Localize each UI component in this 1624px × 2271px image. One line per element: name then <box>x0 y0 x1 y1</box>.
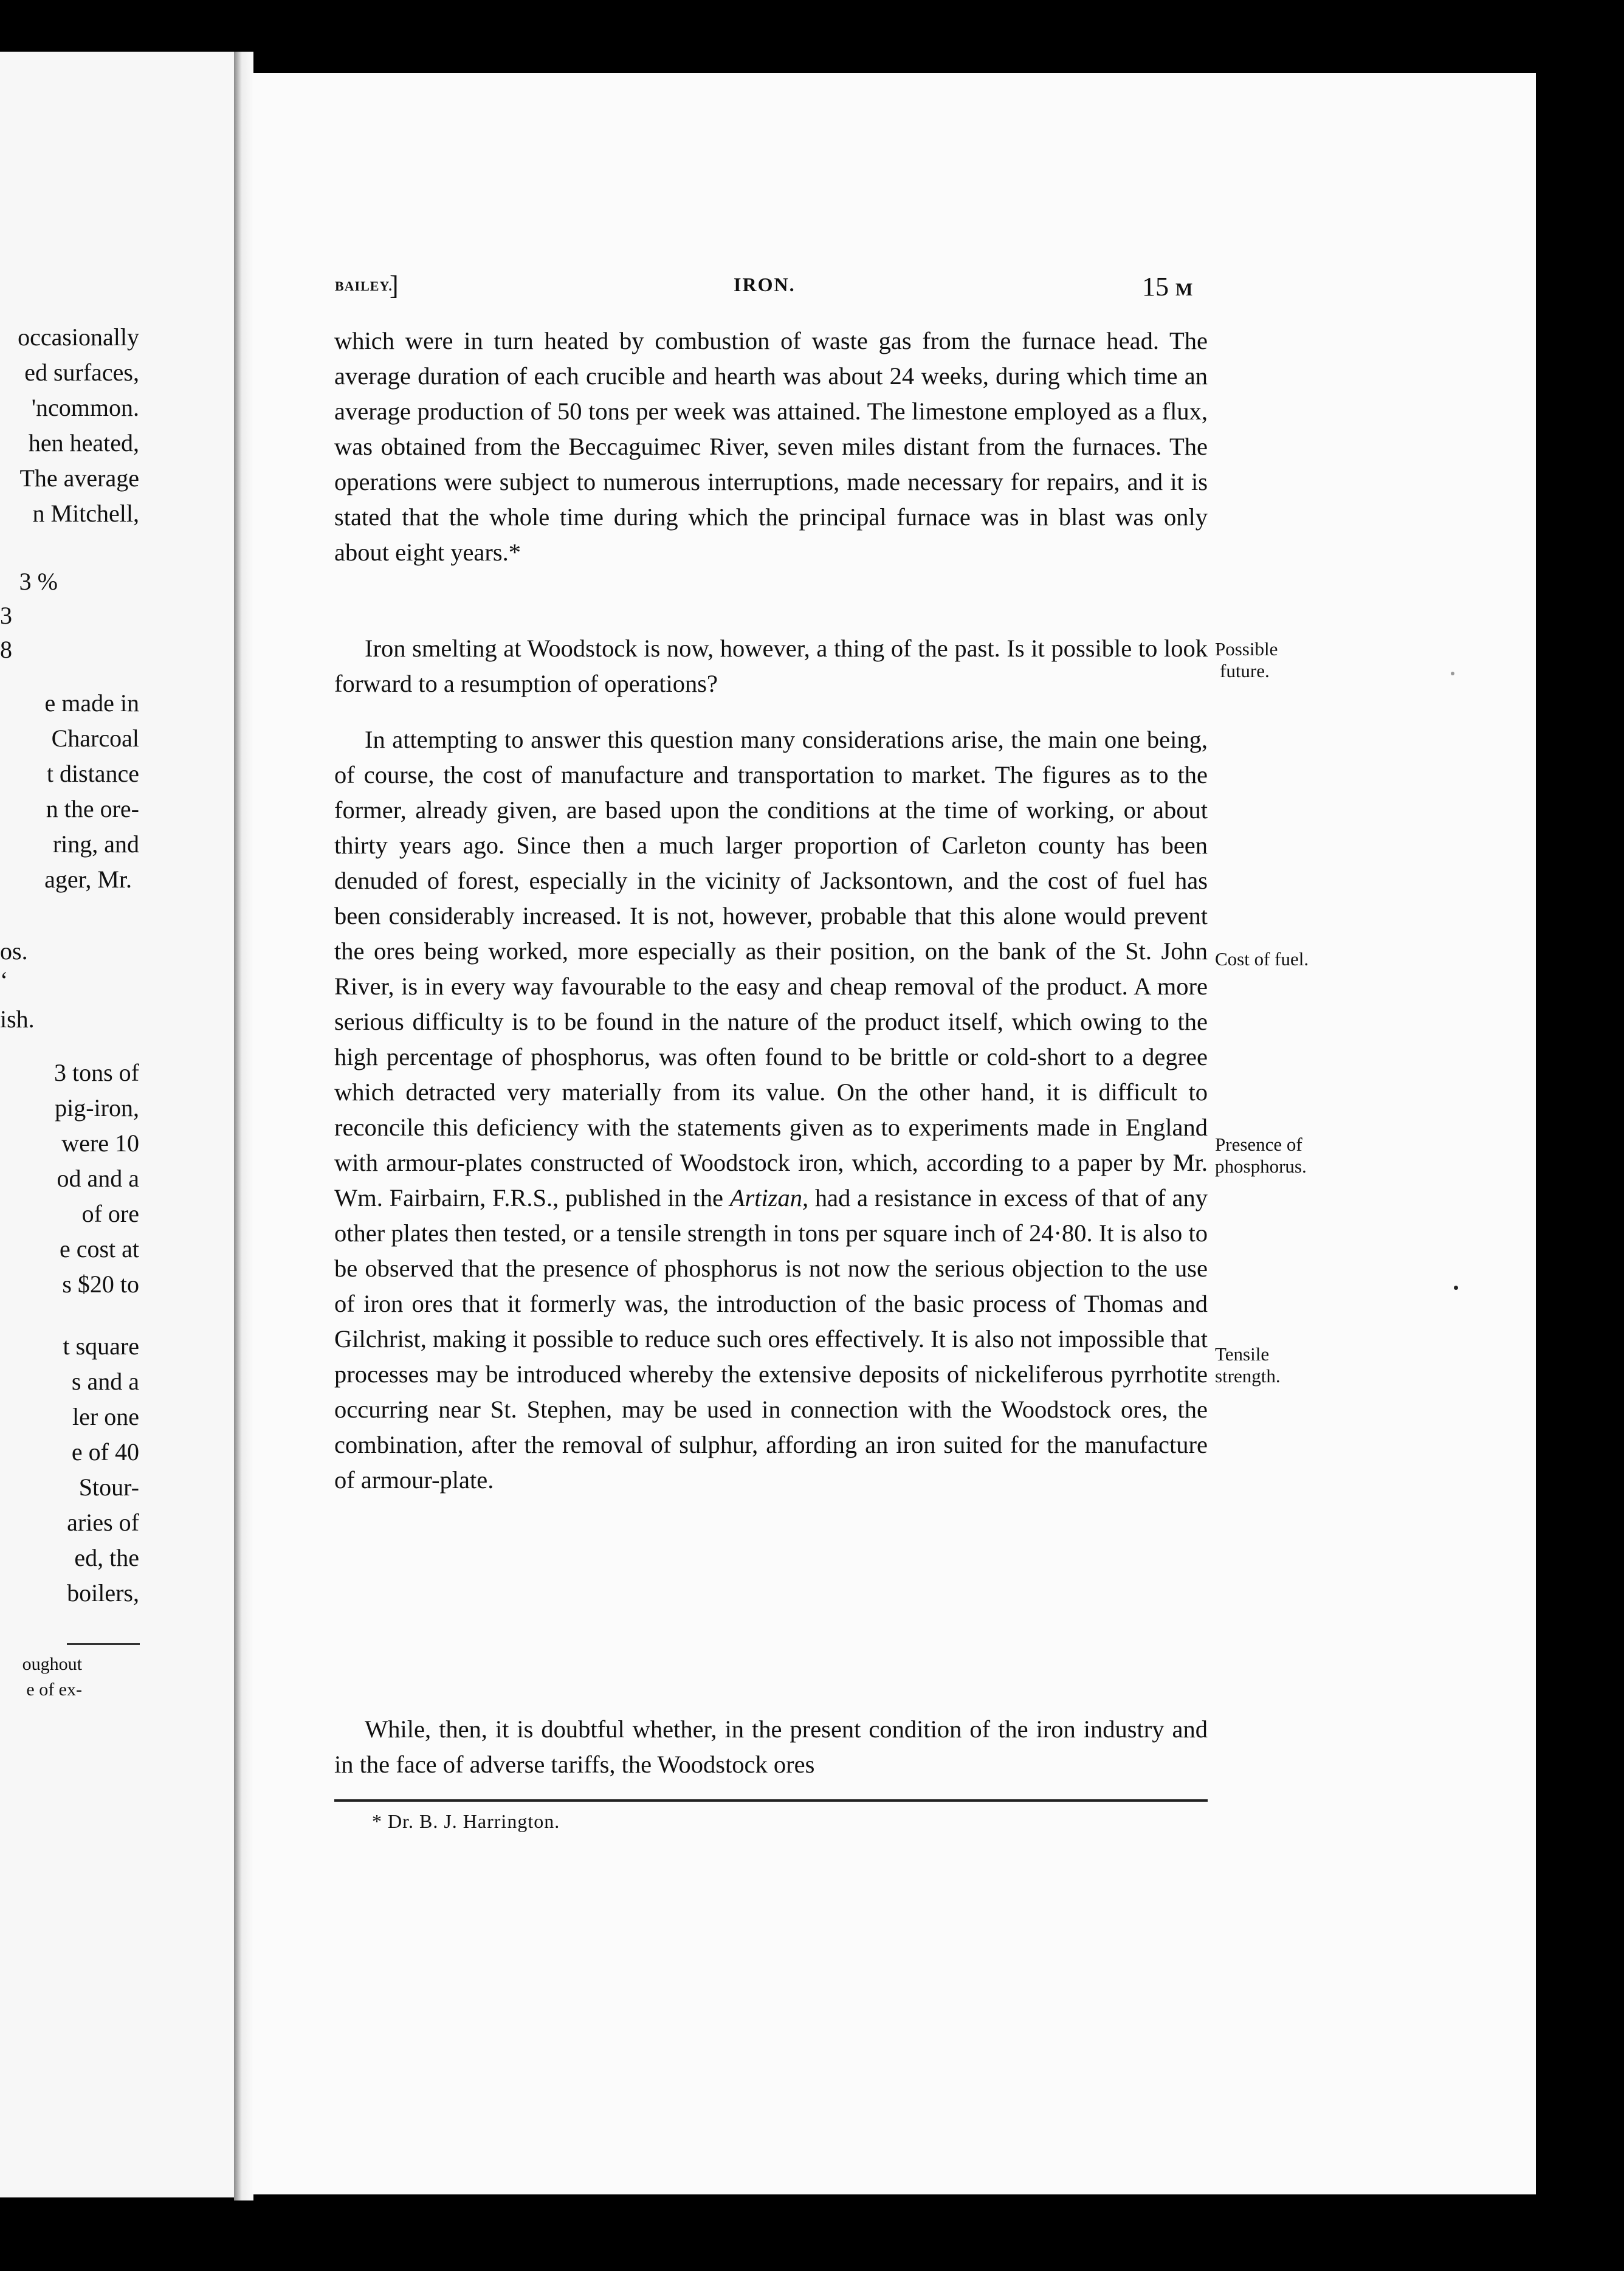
italic-artizan: Artizan, <box>729 1184 809 1211</box>
left-page-line: s and a <box>71 1368 139 1395</box>
left-page-line: n Mitchell, <box>32 500 139 527</box>
left-page-line: ring, and <box>52 830 139 858</box>
page-number-suffix: M <box>1175 280 1193 300</box>
paragraph-iron-smelting: Iron smelting at Woodstock is now, however, a thing of the past. Is it possible to look forward to a resumption of operations? <box>334 635 1208 697</box>
margin-note-line: Tensile <box>1215 1343 1270 1365</box>
left-page-line: 8 <box>0 636 12 663</box>
left-page-line: The average <box>19 464 139 492</box>
paragraph-block <box>334 1712 1208 1782</box>
running-header <box>253 272 1536 309</box>
margin-note-line: Possible <box>1215 638 1278 660</box>
left-page-line: ler one <box>72 1403 139 1430</box>
paragraph-block <box>334 631 1208 701</box>
margin-note-presence-of-phosphorus <box>1215 1134 1307 1177</box>
left-page-line: occasionally <box>18 323 139 351</box>
left-page-line: 3 <box>0 602 12 629</box>
left-page-line: pig-iron, <box>55 1094 139 1122</box>
left-page-line: boilers, <box>67 1579 139 1607</box>
footnote: * Dr. B. J. Harrington. <box>372 1810 560 1832</box>
left-page-line: Charcoal <box>51 725 139 752</box>
paragraph-block <box>334 722 1208 1498</box>
running-head-title: IRON. <box>734 274 796 295</box>
margin-note-line: phosphorus. <box>1215 1156 1307 1177</box>
left-footnote-rule <box>67 1643 140 1645</box>
left-page-line: s $20 to <box>62 1270 139 1298</box>
page-number-value: 15 <box>1142 272 1169 302</box>
margin-note-line: Presence of <box>1215 1134 1302 1155</box>
running-head-bracket: ] <box>390 271 399 300</box>
margin-note-tensile-strength <box>1215 1343 1281 1387</box>
left-page-line: of ore <box>81 1200 139 1227</box>
margin-note-possible-future <box>1215 638 1278 682</box>
left-page-line: od and a <box>57 1165 139 1192</box>
book-spine <box>234 52 253 2200</box>
left-page-line: were 10 <box>61 1129 139 1157</box>
left-page-line: 'ncommon. <box>31 394 139 421</box>
left-page-line: e made in <box>44 689 139 717</box>
margin-note-cost-of-fuel <box>1215 948 1309 970</box>
margin-note-line: future. <box>1220 660 1270 681</box>
left-page-line: 3 tons of <box>54 1059 139 1086</box>
paragraph-text: had a resistance in excess of that of any other plates then tested, or a tensile strength in tons per square inch of 24·80. It is also to be observed that the presence of phosphorus is not now the serious objection to the use of iron ores that it formerly was, the introduction of the basic process of Thomas and Gilchrist, making it possible to reduce such ores effectively. It is also not impossible that processes may be introduced whereby the extensive deposits of nickeliferous pyrrhotite occurring near St. Stephen, may be used in connection with the Woodstock ores, the combination, after the removal of sulphur, affording an iron suited for the manufacture of armour-plate. <box>334 1184 1208 1494</box>
left-footnote-line: oughout <box>22 1654 82 1674</box>
left-page-line: t distance <box>46 760 139 787</box>
left-page-line: aries of <box>67 1509 139 1536</box>
left-page-line: ed, the <box>74 1544 139 1571</box>
main-text-column <box>334 323 1208 570</box>
left-page-line: n the ore- <box>46 795 139 822</box>
left-page-line: 3 % <box>19 568 58 595</box>
left-page-line: ed surfaces, <box>24 359 139 386</box>
paper-speck <box>1454 1286 1458 1290</box>
left-page-line: e cost at <box>59 1235 139 1263</box>
margin-note-line: Cost of fuel. <box>1215 948 1309 970</box>
page-number <box>1142 271 1192 302</box>
left-page-line: ‘ <box>0 967 9 994</box>
paragraph-conclusion: While, then, it is doubtful whether, in the present condition of the iron industry and in the face of adverse tariffs, the Woodstock ores <box>334 1715 1208 1778</box>
paragraph-continuation: which were in turn heated by combustion of waste gas from the furnace head. The average duration of each crucible and hearth was about 24 weeks, during which time an average production of 50 tons per week was attained. The limestone employed as a flux, was obtained from the Beccaguimec River, seven miles distant from the furnaces. The operations were subject to numerous interruptions, made necessary for repairs, and it is stated that the whole time during which the principal furnace was in blast was only about eight years.* <box>334 327 1208 566</box>
left-page-line: os. <box>0 937 28 965</box>
paragraph-text: In attempting to answer this question many considerations arise, the main one being, of course, the cost of manufacture and transportation to market. The figures as to the former, already given, are based upon the conditions at the time of working, or about thirty years ago. Since then a much larger proportion of Carleton county has been denuded of forest, especially in the vicinity of Jacksontown, and the cost of fuel has been considerably increased. It is not, however, probable that this alone would prevent the ores being worked, more especially as their position, on the bank of the St. John River, is in every way favourable to the easy and cheap removal of the product. A more serious difficulty is to be found in the nature of the product itself, which owing to the high percentage of phosphorus, was often found to be brittle or cold-short to a degree which detracted very materially from its value. On the other hand, it is difficult to reconcile this deficiency with the statements given as to experiments made in England with armour-plates constructed of Woodstock iron, which, according to a paper by Mr. Wm. Fairbairn, F.R.S., published in the <box>334 726 1208 1211</box>
left-page-line: e of 40 <box>71 1438 139 1466</box>
left-page-line: t square <box>63 1332 139 1360</box>
left-page-line: ager, Mr. <box>44 866 132 893</box>
paper-speck <box>1451 672 1454 675</box>
margin-note-line: strength. <box>1215 1365 1281 1387</box>
left-page-line: ish. <box>0 1005 35 1033</box>
left-footnote-line: e of ex- <box>26 1680 82 1700</box>
left-page <box>0 52 234 2197</box>
right-page <box>253 73 1536 2194</box>
left-page-line: Stour- <box>78 1473 139 1501</box>
running-head-author: BAILEY. <box>335 278 393 294</box>
paragraph-considerations <box>334 722 1208 1498</box>
left-page-line: hen heated, <box>28 429 139 457</box>
footnote-rule <box>334 1799 1208 1802</box>
